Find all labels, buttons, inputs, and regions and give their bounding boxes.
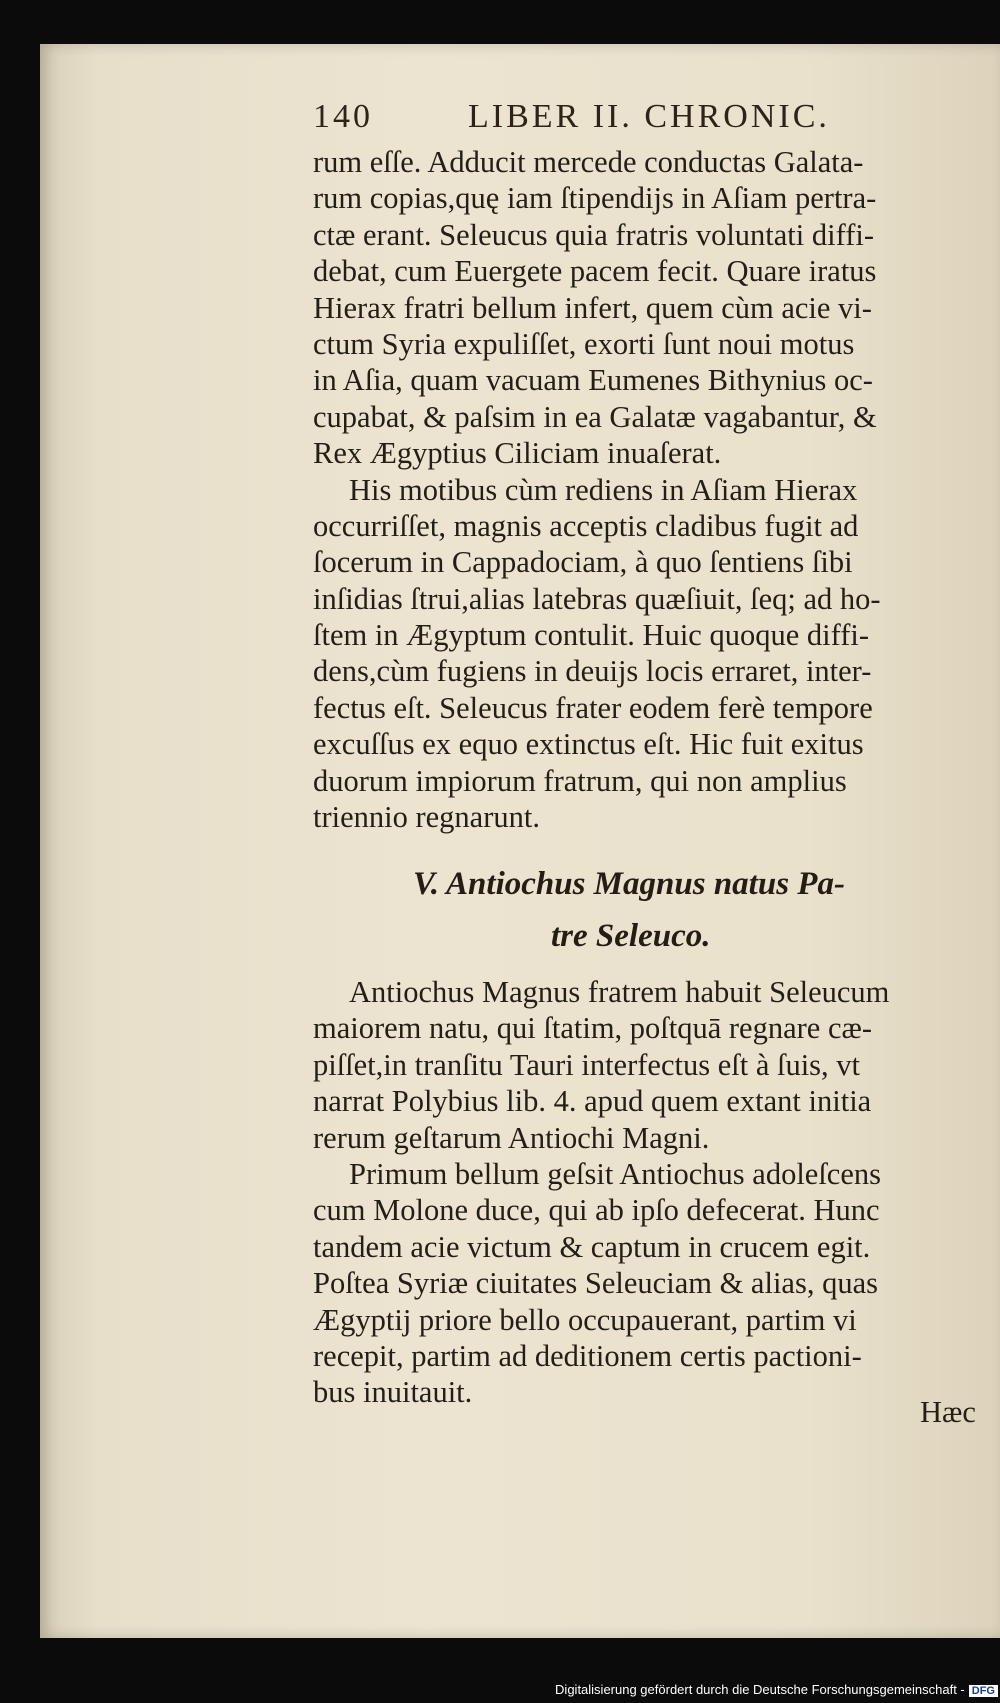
text-line: Antiochus Magnus fratrem habuit Seleucum bbox=[349, 975, 890, 1009]
text-line: ſocerum in Cappadociam, à quo ſentiens ſibi bbox=[313, 545, 853, 580]
section-heading bbox=[313, 858, 973, 962]
running-head: LIBER II. CHRONIC. bbox=[468, 98, 830, 135]
text-line: bus inuitauit. bbox=[313, 1375, 473, 1410]
text-line: Ægyptij priore bello occupauerant, partim vi bbox=[313, 1302, 857, 1337]
text-line: fectus eſt. Seleucus frater eodem ferè tempore bbox=[313, 690, 873, 725]
catchword: Hæc bbox=[920, 1395, 976, 1429]
text-line: dens,cùm fugiens in deuijs locis erraret, inter- bbox=[313, 654, 872, 689]
heading-line: tre Seleuco. bbox=[551, 918, 711, 954]
dfg-logo: DFG bbox=[969, 1685, 998, 1697]
text-line: debat, cum Euergete pacem fecit. Quare iratus bbox=[313, 254, 877, 289]
text-block-after-heading bbox=[313, 974, 973, 1411]
text-line: excuſſus ex equo extinctus eſt. Hic fuit exitus bbox=[313, 727, 864, 762]
text-block-before-heading bbox=[313, 144, 973, 835]
text-line: tandem acie victum & captum in crucem egit. bbox=[313, 1229, 871, 1264]
text-line: Primum bellum geſsit Antiochus adoleſcens bbox=[349, 1156, 881, 1191]
footer-credit-text: Digitalisierung gefördert durch die Deutsche Forschungsgemeinschaft - bbox=[555, 1682, 965, 1697]
text-line: cum Molone duce, qui ab ipſo defecerat. Hunc bbox=[313, 1193, 880, 1228]
text-line: in Aſia, quam vacuam Eumenes Bithynius oc- bbox=[313, 363, 873, 398]
text-line: duorum impiorum fratrum, qui non amplius bbox=[313, 763, 847, 798]
text-line: Rex Ægyptius Ciliciam inuaſerat. bbox=[313, 436, 722, 471]
text-line: narrat Polybius lib. 4. apud quem extant initia bbox=[313, 1084, 872, 1119]
text-line: cupabat, & paſsim in ea Galatæ vagabantur, & bbox=[313, 399, 877, 434]
text-line: recepit, partim ad deditionem certis pactioni- bbox=[313, 1338, 862, 1373]
digitization-footer bbox=[0, 1682, 998, 1703]
text-line: ctæ erant. Seleucus quia fratris voluntati diffi- bbox=[313, 217, 874, 252]
text-line: Poſtea Syriæ ciuitates Seleuciam & alias, quas bbox=[313, 1266, 878, 1301]
text-line: inſidias ſtrui,alias latebras quæſiuit, ſeq; ad ho- bbox=[313, 581, 881, 616]
text-line: His motibus cùm rediens in Aſiam Hierax bbox=[349, 472, 858, 507]
text-line: rum eſſe. Adducit mercede conductas Galata- bbox=[313, 145, 864, 179]
text-line: ctum Syria expuliſſet, exorti ſunt noui motus bbox=[313, 326, 855, 361]
text-line: maiorem natu, qui ſtatim, poſtquā regnare cæ- bbox=[313, 1011, 872, 1046]
heading-line: V. Antiochus Magnus natus Pa- bbox=[413, 866, 845, 902]
page-number: 140 bbox=[313, 98, 373, 135]
text-line: occurriſſet, magnis acceptis cladibus fugit ad bbox=[313, 508, 859, 543]
page-header bbox=[313, 98, 958, 138]
text-line: rum copias,quę iam ſtipendijs in Aſiam pertra- bbox=[313, 181, 877, 216]
text-line: rerum geſtarum Antiochi Magni. bbox=[313, 1120, 710, 1155]
text-line: ſtem in Ægyptum contulit. Huic quoque diffi- bbox=[313, 618, 869, 653]
text-line: triennio regnarunt. bbox=[313, 800, 540, 835]
text-line: Hierax fratri bellum infert, quem cùm acie vi- bbox=[313, 290, 872, 325]
text-line: piſſet,in tranſitu Tauri interfectus eſt à ſuis, vt bbox=[313, 1047, 861, 1082]
